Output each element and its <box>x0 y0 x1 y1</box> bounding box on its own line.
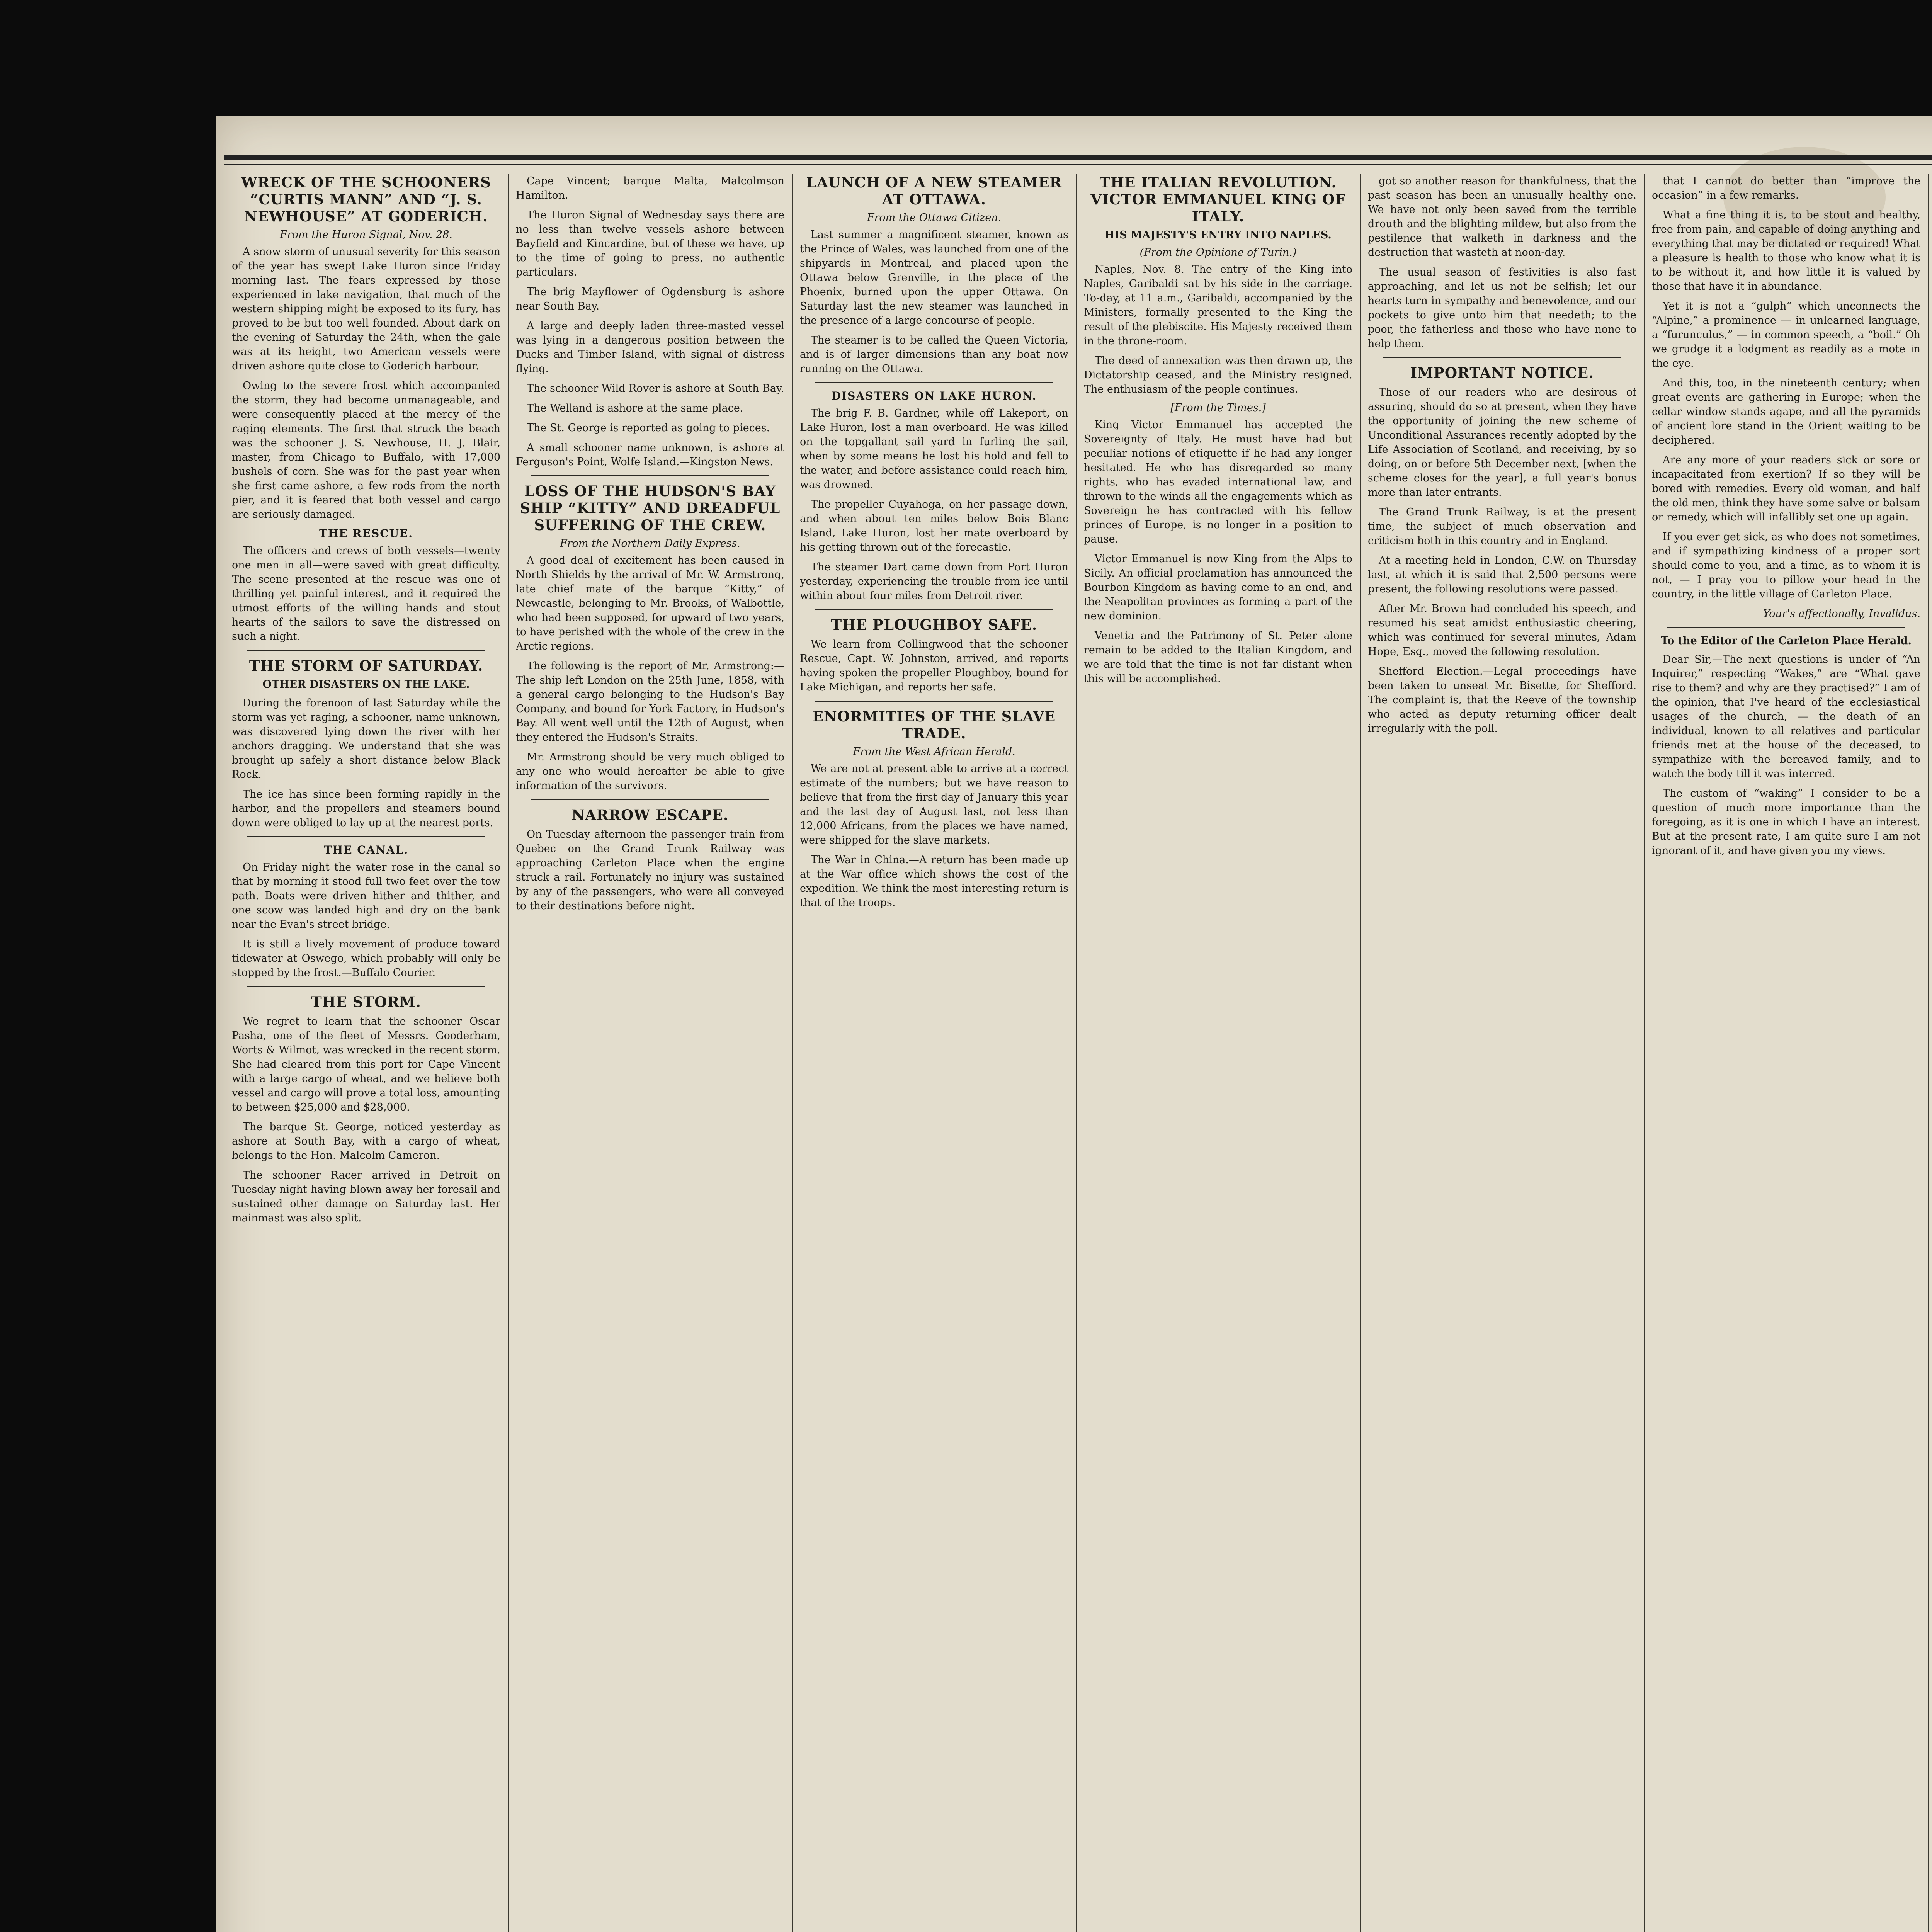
article-heading: THE ITALIAN REVOLUTION. VICTOR EMMANUEL KING OF ITALY. <box>1090 174 1346 225</box>
article-paragraph: A snow storm of unusual severity for this season of the year has swept Lake Huron since Friday morning last. The fears expressed by those experienced in lake navigation, that much of the western shipping might be exposed to its fury, has proved to be but too well founded. About dark on the evening of Saturday the 24th, when the gale was at its height, two American vessels were driven ashore quite close to Goderich harbour. <box>232 246 500 372</box>
article-source: [From the Times.] <box>1170 402 1266 414</box>
article-heading: IMPORTANT NOTICE. <box>1410 364 1594 381</box>
article-paragraph: The Huron Signal of Wednesday says there are no less than twelve vessels ashore between Bayfield and Kincardine, but of these we have, up to the time of going to press, no authentic particulars. <box>516 209 784 278</box>
column-3 <box>800 174 1068 1932</box>
divider <box>531 799 769 800</box>
article-heading: THE STORM. <box>311 993 421 1010</box>
divider <box>247 650 485 651</box>
divider <box>247 986 485 987</box>
article-paragraph: The brig Mayflower of Ogdensburg is ashore near South Bay. <box>516 286 784 312</box>
article-paragraph: The propeller Cuyahoga, on her passage down, and when about ten miles below Bois Blanc Island, Lake Huron, lost her mate overboard by his getting thrown out of the forecastle. <box>800 498 1068 553</box>
article-paragraph: The barque St. George, noticed yesterday as ashore at South Bay, with a cargo of wheat, belongs to the Hon. Malcolm Cameron. <box>232 1121 500 1162</box>
article-paragraph: Mr. Armstrong should be very much obliged to any one who would hereafter be able to give information of the survivors. <box>516 751 784 792</box>
article-source: From the Ottawa Citizen. <box>867 212 1002 224</box>
article-paragraph: The schooner Racer arrived in Detroit on Tuesday night having blown away her foresail and sustained other damage on Saturday last. Her mainmast was also split. <box>232 1169 500 1224</box>
article-paragraph: The ice has since been forming rapidly in the harbor, and the propellers and steamers bound down were obliged to lay up at the nearest ports. <box>232 788 500 829</box>
article-paragraph: We regret to learn that the schooner Oscar Pasha, one of the fleet of Messrs. Gooderham, Worts & Wilmot, was wrecked in the recent storm. She had cleared from this port for Cape Vincent with a large cargo of wheat, and we believe both vessel and cargo will prove a total loss, amounting to between $25,000 and $28,000. <box>232 1015 500 1113</box>
section-heading: DISASTERS ON LAKE HURON. <box>831 389 1037 402</box>
article-paragraph: It is still a lively movement of produce toward tidewater at Oswego, which probably will only be stopped by the frost.—Buffalo Courier. <box>232 938 500 979</box>
article-subheading: To the Editor of the Carleton Place Herald. <box>1661 635 1912 647</box>
article-source: (From the Opinione of Turin.) <box>1139 247 1297 259</box>
article-paragraph: What a fine thing it is, to be stout and healthy, free from pain, and capable of doing anything and everything that may be dictated or required! What a pleasure is health to those who know what it is to be without it, and how little it is valued by those that have it in abundance. <box>1652 209 1920 293</box>
article-paragraph: On Friday night the water rose in the canal so that by morning it stood full two feet over the tow path. Boats were driven hither and thither, and one scow was landed high and dry on the bank near the Evan's street bridge. <box>232 861 500 930</box>
article-paragraph: If you ever get sick, as who does not sometimes, and if sympathizing kindness of a proper sort should come to you, and a time, as to whom it is not, — I pray you to pillow your head in the country, in the little village of Carleton Place. <box>1652 531 1920 600</box>
article-paragraph: The schooner Wild Rover is ashore at South Bay. <box>527 383 784 395</box>
article-paragraph: On Tuesday afternoon the passenger train from Quebec on the Grand Trunk Railway was approaching Carleton Place when the engine struck a rail. Fortunately no injury was sustained by any of the passengers, who were all conveyed to their destinations before night. <box>516 828 784 912</box>
section-heading: THE RESCUE. <box>319 527 413 540</box>
divider <box>1383 357 1621 358</box>
column-rule <box>1928 174 1929 1932</box>
article-heading: WRECK OF THE SCHOONERS “CURTIS MANN” AND “J. S. NEWHOUSE” AT GODERICH. <box>241 174 492 225</box>
column-rule <box>1076 174 1077 1932</box>
article-paragraph: During the forenoon of last Saturday while the storm was yet raging, a schooner, name unknown, was discovered lying down the river with her anchors dragging. We understand that she was brought up safely a short distance below Black Rock. <box>232 697 500 781</box>
article-paragraph: Last summer a magnificent steamer, known as the Prince of Wales, was launched from one of the shipyards in Montreal, and placed upon the Ottawa below Grenville, in the place of the Phoenix, burned upon the upper Ottawa. On Saturday last the new steamer was launched in the presence of a large concourse of people. <box>800 229 1068 327</box>
divider <box>531 475 769 476</box>
article-paragraph: Those of our readers who are desirous of assuring, should do so at present, when they have the opportunity of joining the new scheme of Unconditional Assurances recently adopted by the Life Association of Scotland, and receiving, by so doing, on or before 5th December next, [when the scheme closes for the year], a full year's bonus more than later entrants. <box>1368 386 1636 498</box>
column-2 <box>516 174 784 1932</box>
section-heading: THE CANAL. <box>323 844 409 856</box>
article-heading: LAUNCH OF A NEW STEAMER AT OTTAWA. <box>806 174 1062 208</box>
article-paragraph: Are any more of your readers sick or sore or incapacitated from exertion? If so they will be bored with remedies. Every old woman, and half the old men, think they have some salve or balsam or remedy, which will infallibly set one up again. <box>1652 454 1920 523</box>
article-paragraph: The steamer is to be called the Queen Victoria, and is of larger dimensions than any boat now running on the Ottawa. <box>800 334 1068 375</box>
article-paragraph: Owing to the severe frost which accompanied the storm, they had become unmanageable, and were consequently placed at the mercy of the raging elements. The first that struck the beach was the schooner J. S. Newhouse, H. J. Blair, master, from Chicago to Buffalo, with 17,000 bushels of corn. She was for the past year when she first came ashore, a few rods from the north pier, and it is feared that both vessel and cargo are seriously damaged. <box>232 380 500 520</box>
newspaper-page <box>216 116 1932 1932</box>
article-source: From the Huron Signal, Nov. 28. <box>280 229 452 241</box>
article-paragraph: A large and deeply laden three-masted vessel was lying in a dangerous position between the Ducks and Timber Island, with signal of distress flying. <box>516 320 784 375</box>
article-paragraph: The brig F. B. Gardner, while off Lakeport, on Lake Huron, lost a man overboard. He was killed on the topgallant sail yard in furling the sail, when by some means he lost his hold and fell to the water, and before assistance could reach him, was drowned. <box>800 407 1068 491</box>
article-paragraph: The Grand Trunk Railway, is at the present time, the subject of much observation and criticism both in this country and in England. <box>1368 506 1636 547</box>
article-paragraph: A good deal of excitement has been caused in North Shields by the arrival of Mr. W. Armstrong, late chief mate of the barque “Kitty,” of Newcastle, belonging to Mr. Brooks, of Walbottle, who had been supposed, for upward of two years, to have perished with the whole of the crew in the Arctic regions. <box>516 554 784 652</box>
article-paragraph: We learn from Collingwood that the schooner Rescue, Capt. W. Johnston, arrived, and reports having spoken the propeller Ploughboy, bound for Lake Michigan, and reports her safe. <box>800 638 1068 693</box>
article-paragraph: The St. George is reported as going to pieces. <box>527 422 770 434</box>
article-paragraph: King Victor Emmanuel has accepted the Sovereignty of Italy. He must have had but peculiar notions of etiquette if he had any longer hesitated. He who has disregarded so many rights, who has evaded international law, and thrown to the winds all the engagements which as Sovereign he has contracted with his fellow princes of Europe, is no longer in a position to pause. <box>1084 419 1352 545</box>
divider <box>815 382 1053 383</box>
divider <box>247 836 485 837</box>
article-paragraph: We are not at present able to arrive at a correct estimate of the numbers; but we have reason to believe that from the first day of January this year and the last day of August last, not less than 12,000 Africans, from the places we have named, were shipped for the slave markets. <box>800 763 1068 846</box>
article-paragraph: The following is the report of Mr. Armstrong:—The ship left London on the 25th June, 1858, with a general cargo belonging to the Hudson's Bay Company, and bound for York Factory, in Hudson's Bay. All went well until the 12th of August, when they entered the Hudson's Straits. <box>516 660 784 743</box>
column-rule <box>1644 174 1645 1932</box>
article-paragraph: The steamer Dart came down from Port Huron yesterday, experiencing the trouble from ice until within about four miles from Detroit river. <box>800 561 1068 602</box>
article-paragraph: The deed of annexation was then drawn up, the Dictatorship ceased, and the Ministry resigned. The enthusiasm of the people continues. <box>1084 355 1352 395</box>
article-heading: THE PLOUGHBOY SAFE. <box>831 616 1037 633</box>
article-paragraph: The officers and crews of both vessels—twenty one men in all—were saved with great difficulty. The scene presented at the rescue was one of thrilling yet painful interest, and it required the utmost efforts of the willing hands and stout hearts of the sailors to save the distressed on such a night. <box>232 545 500 643</box>
article-subheading: HIS MAJESTY'S ENTRY INTO NAPLES. <box>1105 229 1332 241</box>
column-4 <box>1084 174 1352 908</box>
article-paragraph: Venetia and the Patrimony of St. Peter alone remain to be added to the Italian Kingdom, and we are told that the time is not far distant when this will be accomplished. <box>1084 630 1352 685</box>
article-paragraph: A small schooner name unknown, is ashore at Ferguson's Point, Wolfe Island.—Kingston News. <box>516 442 784 468</box>
column-rule <box>508 174 509 1932</box>
article-paragraph: Cape Vincent; barque Malta, Malcolmson Hamilton. <box>516 175 784 201</box>
article-paragraph: got so another reason for thankfulness, that the past season has been an unusually healthy one. We have not only been saved from the terrible drouth and the blighting mildew, but also from the pestilence that walketh in darkness and the destruction that wasteth at noon-day. <box>1368 175 1636 259</box>
article-source: From the West African Herald. <box>853 746 1015 758</box>
article-paragraph: At a meeting held in London, C.W. on Thursday last, at which it is said that 2,500 persons were present, the following resolutions were passed. <box>1368 554 1636 595</box>
article-paragraph: After Mr. Brown had concluded his speech, and resumed his seat amidst enthusiastic cheering, which was continued for several minutes, Adam Hope, Esq., moved the following resolution. <box>1368 603 1636 658</box>
article-paragraph: Naples, Nov. 8. The entry of the King into Naples, Garibaldi sat by his side in the carriage. To-day, at 11 a.m., Garibaldi, accompanied by the Ministers, formally presented to the King the result of the plebiscite. His Majesty received them in the throne-room. <box>1084 264 1352 347</box>
article-paragraph: Yet it is not a “gulph” which unconnects the “Alpine,” a prominence — in unlearned language, a “furunculus,” — in common speech, a “boil.” Oh we grudge it a lodgment as readily as a mote in the eye. <box>1652 300 1920 369</box>
article-paragraph: that I cannot do better than “improve the occasion” in a few remarks. <box>1652 175 1920 201</box>
article-heading: ENORMITIES OF THE SLAVE TRADE. <box>812 708 1056 742</box>
top-rule <box>224 155 1932 160</box>
divider <box>815 701 1053 702</box>
column-rule <box>792 174 793 1932</box>
article-paragraph: The Welland is ashore at the same place. <box>527 402 743 414</box>
article-subheading: OTHER DISASTERS ON THE LAKE. <box>262 679 470 690</box>
column-rule <box>1360 174 1361 1932</box>
top-rule-thin <box>224 164 1932 165</box>
article-paragraph: Dear Sir,—The next questions is under of “An Inquirer,” respecting “Wakes,” are “What gave rise to them? and why are they practised?” I am of the opinion, that I've heard of the ecclesiastical usages of the church, — the death of an individual, known to all relatives and particular friends met at the house of the deceased, to sympathize with the bereaved family, and to watch the body till it was interred. <box>1652 653 1920 780</box>
article-paragraph: The War in China.—A return has been made up at the War office which shows the cost of the expedition. We think the most interesting return is that of the troops. <box>800 854 1068 909</box>
article-heading: NARROW ESCAPE. <box>571 806 729 823</box>
column-6 <box>1652 174 1920 1932</box>
article-source: From the Northern Daily Express. <box>560 537 740 549</box>
article-heading: LOSS OF THE HUDSON'S BAY SHIP “KITTY” AND DREADFUL SUFFERING OF THE CREW. <box>520 483 781 534</box>
article-paragraph: Shefford Election.—Legal proceedings have been taken to unseat Mr. Bisette, for Shefford. The complaint is, that the Reeve of the township who acted as deputy returning officer dealt irregularly with the poll. <box>1368 665 1636 735</box>
divider <box>1667 627 1905 628</box>
article-paragraph: And this, too, in the nineteenth century; when great events are gathering in Europe; when the cellar window stands agape, and all the pyramids of ancient lore stand in the Orient waiting to be deciphered. <box>1652 377 1920 446</box>
article-paragraph: The usual season of festivities is also fast approaching, and let us not be selfish; let our hearts turn in sympathy and benevolence, and our pockets to give unto him that needeth; to the poor, the fatherless and those who have none to help them. <box>1368 266 1636 350</box>
column-1 <box>232 174 500 1932</box>
article-paragraph: Victor Emmanuel is now King from the Alps to Sicily. An official proclamation has announced the Bourbon Kingdom as having come to an end, and the Neapolitan provinces as forming a part of the new dominion. <box>1084 553 1352 622</box>
divider <box>815 609 1053 610</box>
article-heading: THE STORM OF SATURDAY. <box>249 657 483 674</box>
article-paragraph: The custom of “waking” I consider to be a question of much more importance than the foregoing, as it is one in which I have an interest. But at the present rate, I am quite sure I am not ignorant of it, and have given you my views. <box>1652 787 1920 857</box>
column-5 <box>1368 174 1636 1932</box>
signature: Your's affectionally, Invalidus. <box>1763 608 1920 620</box>
